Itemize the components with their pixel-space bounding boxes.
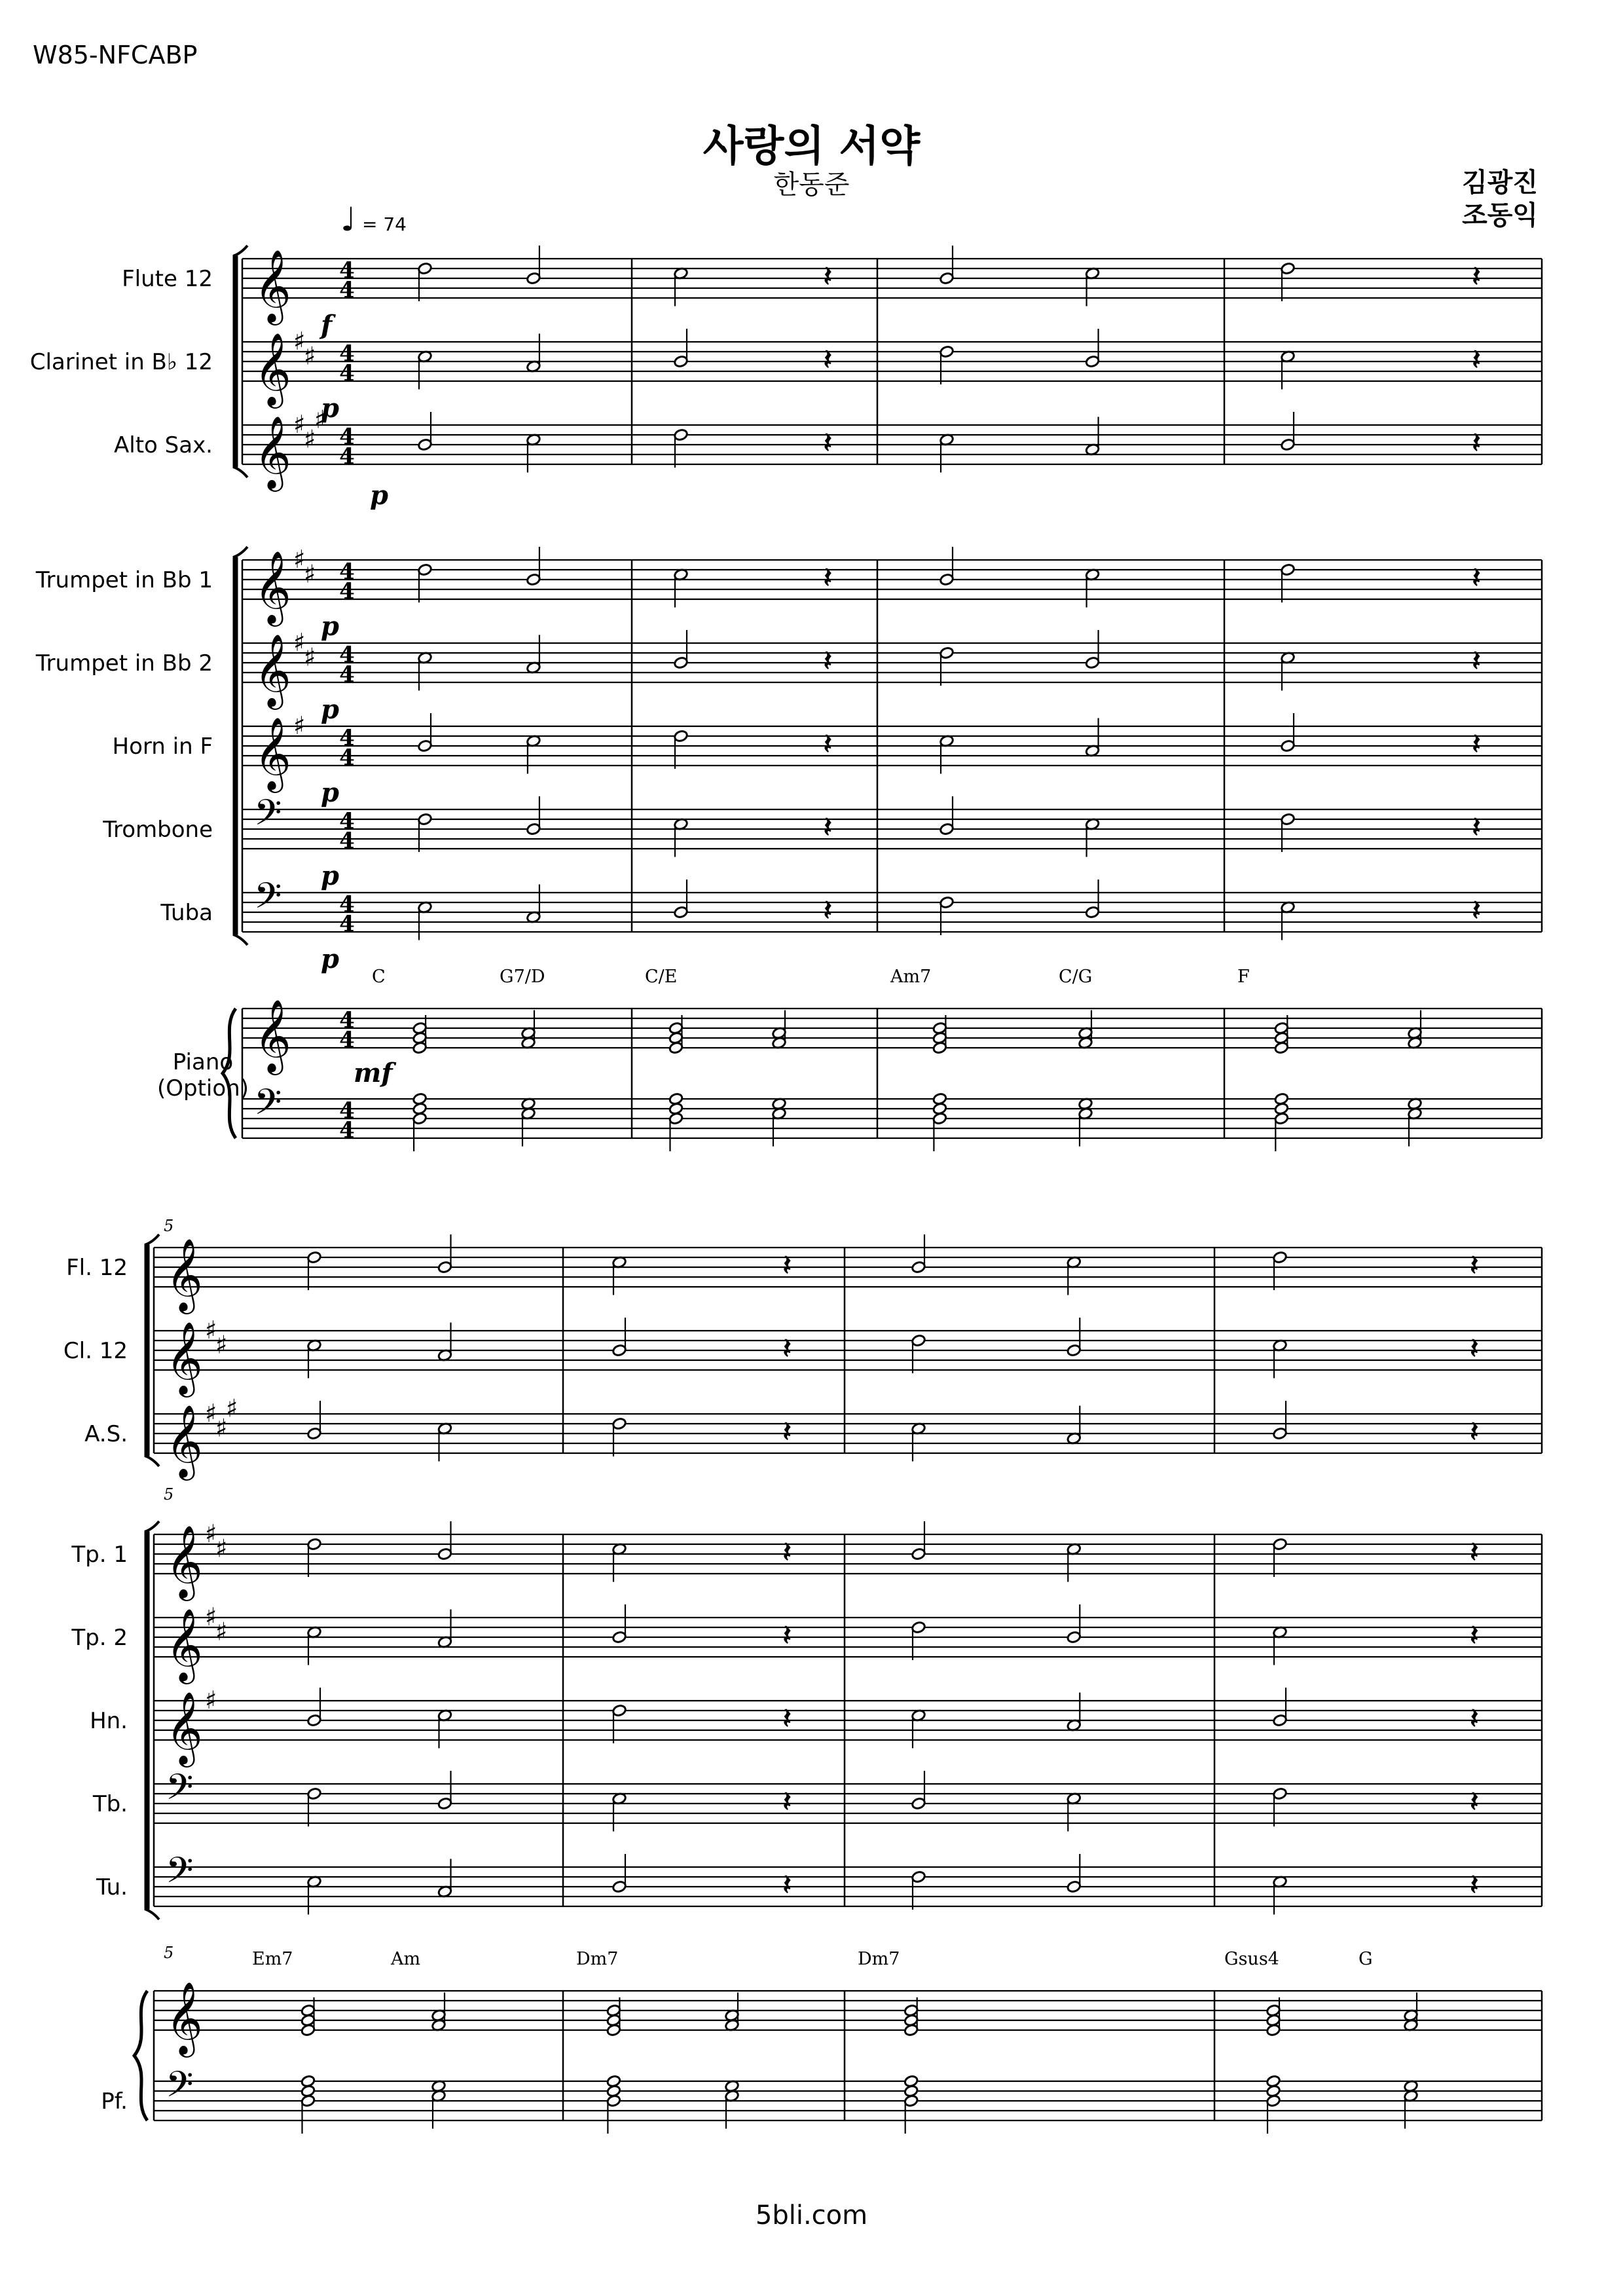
quarter-rest-icon: 𝄽: [1470, 1249, 1479, 1282]
treble-clef-icon: 𝄞: [254, 716, 291, 790]
dynamic-mark: p: [321, 777, 339, 808]
footer-site: 5bli.com: [755, 2200, 868, 2231]
chord-symbol: G: [1359, 1949, 1373, 1969]
quarter-rest-icon: 𝄽: [823, 561, 832, 595]
sharp-icon: ♯: [304, 341, 316, 371]
barlines: [154, 259, 1542, 2120]
quarter-rest-icon: 𝄽: [1470, 1785, 1479, 1819]
quarter-rest-icon: 𝄽: [1470, 1868, 1479, 1902]
instrument-label: Fl. 12: [66, 1255, 128, 1281]
quarter-rest-icon: 𝄽: [782, 1536, 792, 1569]
notehead: [932, 1092, 947, 1105]
chord-symbol: C/E: [645, 967, 678, 987]
instrument-label: Trumpet in Bb 2: [35, 650, 213, 676]
dynamic-mark: p: [321, 393, 339, 424]
sharp-icon: ♯: [304, 559, 316, 589]
page-subtitle: 한동준: [773, 170, 850, 200]
brackets: [134, 246, 247, 2120]
time-signature-top: 4: [339, 1007, 355, 1033]
quarter-rest-icon: 𝄽: [1470, 1619, 1479, 1652]
time-signature-top: 4: [339, 725, 355, 751]
quarter-rest-icon: 𝄽: [782, 1332, 792, 1365]
time-signature-bottom: 4: [339, 360, 355, 386]
time-signature-top: 4: [339, 559, 355, 585]
piano-label: (Option): [156, 1075, 249, 1102]
time-signature-top: 4: [339, 642, 355, 668]
time-signature-bottom: 4: [339, 578, 355, 604]
treble-clef-icon: 𝄞: [254, 550, 291, 623]
quarter-rest-icon: 𝄽: [1472, 728, 1481, 761]
quarter-rest-icon: 𝄽: [782, 1415, 792, 1449]
quarter-rest-icon: 𝄽: [1472, 343, 1481, 377]
quarter-rest-icon: 𝄽: [1472, 811, 1481, 844]
sharp-icon: ♯: [293, 327, 306, 356]
chord-symbol: Dm7: [858, 1949, 900, 1969]
time-signature-bottom: 4: [339, 745, 355, 771]
time-signature-bottom: 4: [339, 277, 355, 303]
notehead: [1266, 2075, 1281, 2088]
bracket-hook: [145, 1234, 159, 1245]
quarter-rest-icon: 𝄽: [1470, 1332, 1479, 1365]
instrument-label: Tuba: [160, 900, 213, 926]
instrument-label: Tp. 2: [71, 1625, 128, 1651]
measure-number: 5: [164, 1944, 174, 1962]
treble-clef-icon: 𝄞: [254, 999, 291, 1072]
quarter-rest-icon: 𝄽: [823, 644, 832, 678]
quarter-rest-icon: 𝄽: [823, 426, 832, 460]
notehead: [903, 2075, 919, 2088]
sharp-icon: ♯: [205, 1519, 217, 1548]
sharp-icon: ♯: [215, 1534, 228, 1563]
instrument-label: Alto Sax.: [114, 432, 213, 458]
time-signature-top: 4: [339, 891, 355, 917]
instrument-label: Clarinet in B♭ 12: [29, 349, 213, 375]
page-title: 사랑의 서약: [702, 122, 921, 171]
time-signature-bottom: 4: [339, 911, 355, 937]
bass-clef-icon: 𝄢: [254, 1081, 282, 1132]
quarter-rest-icon: 𝄽: [823, 260, 832, 293]
dynamic-mark: p: [321, 611, 339, 642]
bracket-hook: [233, 467, 247, 477]
clefs: [166, 249, 291, 2114]
chord-symbol: Dm7: [576, 1949, 619, 1969]
instrument-label: Hn.: [90, 1708, 128, 1734]
sharp-icon: ♯: [293, 545, 306, 574]
treble-clef-icon: 𝄞: [254, 415, 291, 489]
instrument-label: A.S.: [84, 1421, 128, 1447]
composer-line: 조동익: [1462, 200, 1538, 231]
sharp-icon: ♯: [215, 1617, 228, 1646]
time-signature-bottom: 4: [339, 661, 355, 688]
instrument-label: Tp. 1: [71, 1542, 128, 1568]
quarter-rest-icon: 𝄽: [1472, 260, 1481, 293]
quarter-rest-icon: 𝄽: [782, 1785, 792, 1819]
bass-clef-icon: 𝄢: [166, 1766, 194, 1817]
dynamic-mark: p: [321, 694, 339, 725]
time-signature-top: 4: [339, 257, 355, 284]
quarter-rest-icon: 𝄽: [1470, 1415, 1479, 1449]
sharp-icon: ♯: [205, 1686, 217, 1714]
composer-line: 김광진: [1462, 168, 1538, 198]
chord-symbol: Am: [391, 1949, 421, 1969]
instrument-label: Tb.: [92, 1791, 128, 1817]
dynamic-mark: mf: [354, 1058, 393, 1088]
bracket-hook: [233, 246, 247, 256]
chord-symbol: G7/D: [500, 967, 545, 987]
bracket: [145, 1245, 149, 1456]
quarter-rest-icon: 𝄽: [1472, 426, 1481, 460]
dynamic-mark: f: [321, 310, 333, 341]
treble-clef-icon: 𝄞: [254, 332, 291, 405]
tempo-note: ♩: [340, 200, 356, 238]
time-signature-top: 4: [339, 808, 355, 834]
time-signature-bottom: 4: [339, 1027, 355, 1053]
sharp-icon: ♯: [226, 1394, 238, 1423]
instrument-label: Horn in F: [112, 733, 213, 760]
chord-symbol: C/G: [1059, 967, 1093, 987]
quarter-rest-icon: 𝄽: [1472, 561, 1481, 595]
sharp-icon: ♯: [205, 1602, 217, 1631]
piano-label: Pf.: [101, 2088, 128, 2115]
chord-symbol: Em7: [252, 1949, 293, 1969]
quarter-rest-icon: 𝄽: [1470, 1536, 1479, 1569]
quarter-rest-icon: 𝄽: [1472, 644, 1481, 678]
quarter-rest-icon: 𝄽: [823, 728, 832, 761]
sharp-icon: ♯: [205, 1316, 217, 1344]
time-signature-top: 4: [339, 1098, 355, 1124]
time-signatures: [339, 257, 355, 1143]
treble-clef-icon: 𝄞: [166, 1608, 203, 1681]
sharp-icon: ♯: [215, 1413, 228, 1443]
treble-clef-icon: 𝄞: [166, 1691, 203, 1764]
chord-symbol: C: [372, 967, 386, 987]
bass-clef-icon: 𝄢: [166, 2064, 194, 2114]
notehead: [1274, 1092, 1289, 1105]
dynamic-mark: p: [321, 861, 339, 891]
notehead: [668, 1092, 684, 1105]
instrument-label: Trombone: [103, 817, 213, 843]
score-code: W85-NFCABP: [33, 41, 198, 69]
bracket: [233, 557, 238, 935]
dynamic-mark: p: [370, 480, 388, 511]
bracket-hook: [233, 547, 247, 557]
bracket-hook: [145, 1521, 159, 1532]
time-signature-bottom: 4: [339, 443, 355, 470]
time-signature-bottom: 4: [339, 828, 355, 854]
notehead: [606, 2075, 621, 2088]
quarter-rest-icon: 𝄽: [1470, 1702, 1479, 1735]
treble-clef-icon: 𝄞: [166, 1525, 203, 1598]
instrument-label: Trumpet in Bb 1: [35, 567, 213, 593]
quarter-rest-icon: 𝄽: [823, 894, 832, 927]
bracket-hook: [145, 1456, 159, 1466]
quarter-rest-icon: 𝄽: [782, 1249, 792, 1282]
tempo-text: = 74: [362, 213, 407, 235]
chord-symbol: F: [1237, 967, 1250, 987]
piano-brace: [134, 1991, 147, 2120]
quarter-rest-icon: 𝄽: [823, 343, 832, 377]
bracket: [145, 1532, 149, 1909]
bass-clef-icon: 𝄢: [166, 1849, 194, 1900]
quarter-rest-icon: 𝄽: [782, 1868, 792, 1902]
quarter-rest-icon: 𝄽: [823, 811, 832, 844]
sharp-icon: ♯: [215, 1330, 228, 1360]
quarter-rest-icon: 𝄽: [782, 1619, 792, 1652]
notehead: [301, 2075, 316, 2088]
treble-clef-icon: 𝄞: [166, 1981, 203, 2054]
bracket: [233, 256, 238, 467]
sharp-icon: ♯: [205, 1399, 217, 1428]
instrument-label: Flute 12: [122, 266, 213, 292]
treble-clef-icon: 𝄞: [166, 1404, 203, 1477]
dynamic-mark: p: [321, 944, 339, 974]
chord-symbol: Gsus4: [1224, 1949, 1279, 1969]
bass-clef-icon: 𝄢: [254, 875, 282, 925]
bass-clef-icon: 𝄢: [254, 792, 282, 842]
sharp-icon: ♯: [314, 405, 327, 434]
measure-number: 5: [164, 1217, 174, 1235]
sharp-icon: ♯: [293, 711, 306, 740]
measure-number: 5: [164, 1485, 174, 1504]
instrument-label: Cl. 12: [63, 1338, 128, 1364]
bracket-hook: [145, 1909, 159, 1919]
treble-clef-icon: 𝄞: [254, 633, 291, 707]
instrument-label: Tu.: [96, 1874, 128, 1900]
quarter-rest-icon: 𝄽: [1472, 894, 1481, 927]
time-signature-top: 4: [339, 341, 355, 367]
notes: [301, 246, 1481, 2134]
treble-clef-icon: 𝄞: [166, 1321, 203, 1394]
piano-label: Piano: [172, 1049, 234, 1075]
notehead: [412, 1092, 428, 1105]
time-signature-top: 4: [339, 424, 355, 450]
quarter-rest-icon: 𝄽: [782, 1702, 792, 1735]
staff-lines: [154, 259, 1542, 2120]
treble-clef-icon: 𝄞: [166, 1238, 203, 1311]
sharp-icon: ♯: [304, 424, 316, 454]
time-signature-bottom: 4: [339, 1117, 355, 1143]
bracket-hook: [233, 935, 247, 945]
sharp-icon: ♯: [304, 642, 316, 672]
sharp-icon: ♯: [293, 410, 306, 439]
sharp-icon: ♯: [293, 628, 306, 657]
chord-symbol: Am7: [890, 967, 932, 987]
treble-clef-icon: 𝄞: [254, 249, 291, 322]
